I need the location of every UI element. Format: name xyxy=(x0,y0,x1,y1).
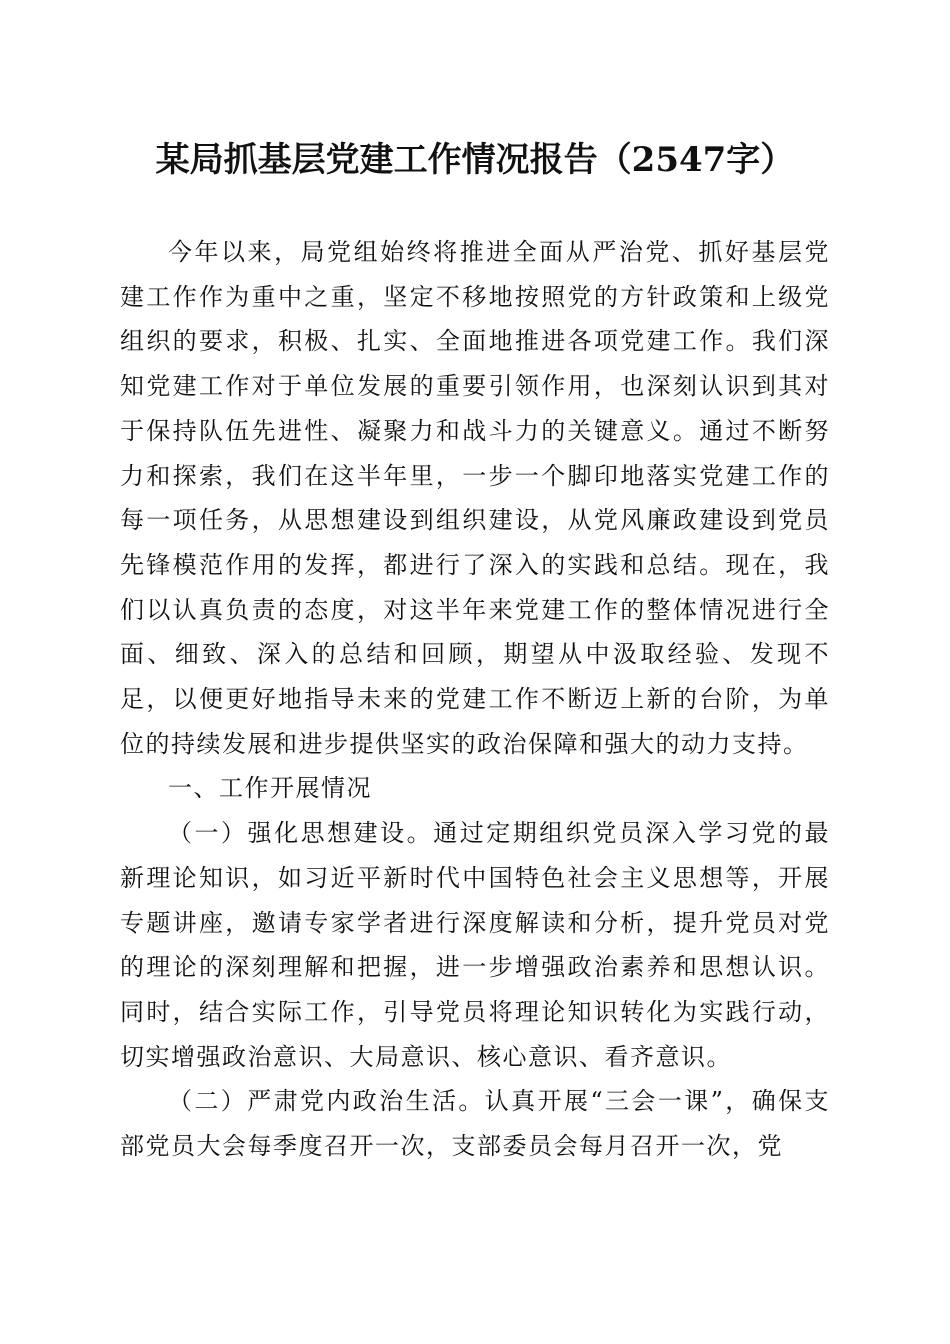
document-title: 某局抓基层党建工作情况报告（2547字） xyxy=(155,140,795,180)
subsection-paragraph-2: （二）严肃党内政治生活。认真开展“三会一课”，确保支部党员大会每季度召开一次，支部委员会每月召开一次，党 xyxy=(120,1087,830,1161)
section-heading: 一、工作开展情况 xyxy=(168,774,372,803)
intro-paragraph: 今年以来，局党组始终将推进全面从严治党、抓好基层党建工作作为重中之重，坚定不移地按照党的方针政策和上级党组织的要求，积极、扎实、全面地推进各项党建工作。我们深知党建工作对于单位发展的重要引领作用，也深刻认识到其对于保持队伍先进性、凝聚力和战斗力的关键意义。通过不断努力和探索，我们在这半年里，一步一个脚印地落实党建工作的每一项任务，从思想建设到组织建设，从党风廉政建设到党员先锋模范作用的发挥，都进行了深入的实践和总结。现在，我们以认真负责的态度，对这半年来党建工作的整体情况进行全面、细致、深入的总结和回顾，期望从中汲取经验、发现不足，以便更好地指导未来的党建工作不断迈上新的台阶，为单位的持续发展和进步提供坚实的政治保障和强大的动力支持。 xyxy=(120,238,830,758)
document-body xyxy=(120,230,830,1169)
subsection-paragraph-1: （一）强化思想建设。通过定期组织党员深入学习党的最新理论知识，如习近平新时代中国特色社会主义思想等，开展专题讲座，邀请专家学者进行深度解读和分析，提升党员对党的理论的深刻理解和把握，进一步增强政治素养和思想认识。同时，结合实际工作，引导党员将理论知识转化为实践行动，切实增强政治意识、大局意识、核心意识、看齐意识。 xyxy=(120,819,830,1071)
